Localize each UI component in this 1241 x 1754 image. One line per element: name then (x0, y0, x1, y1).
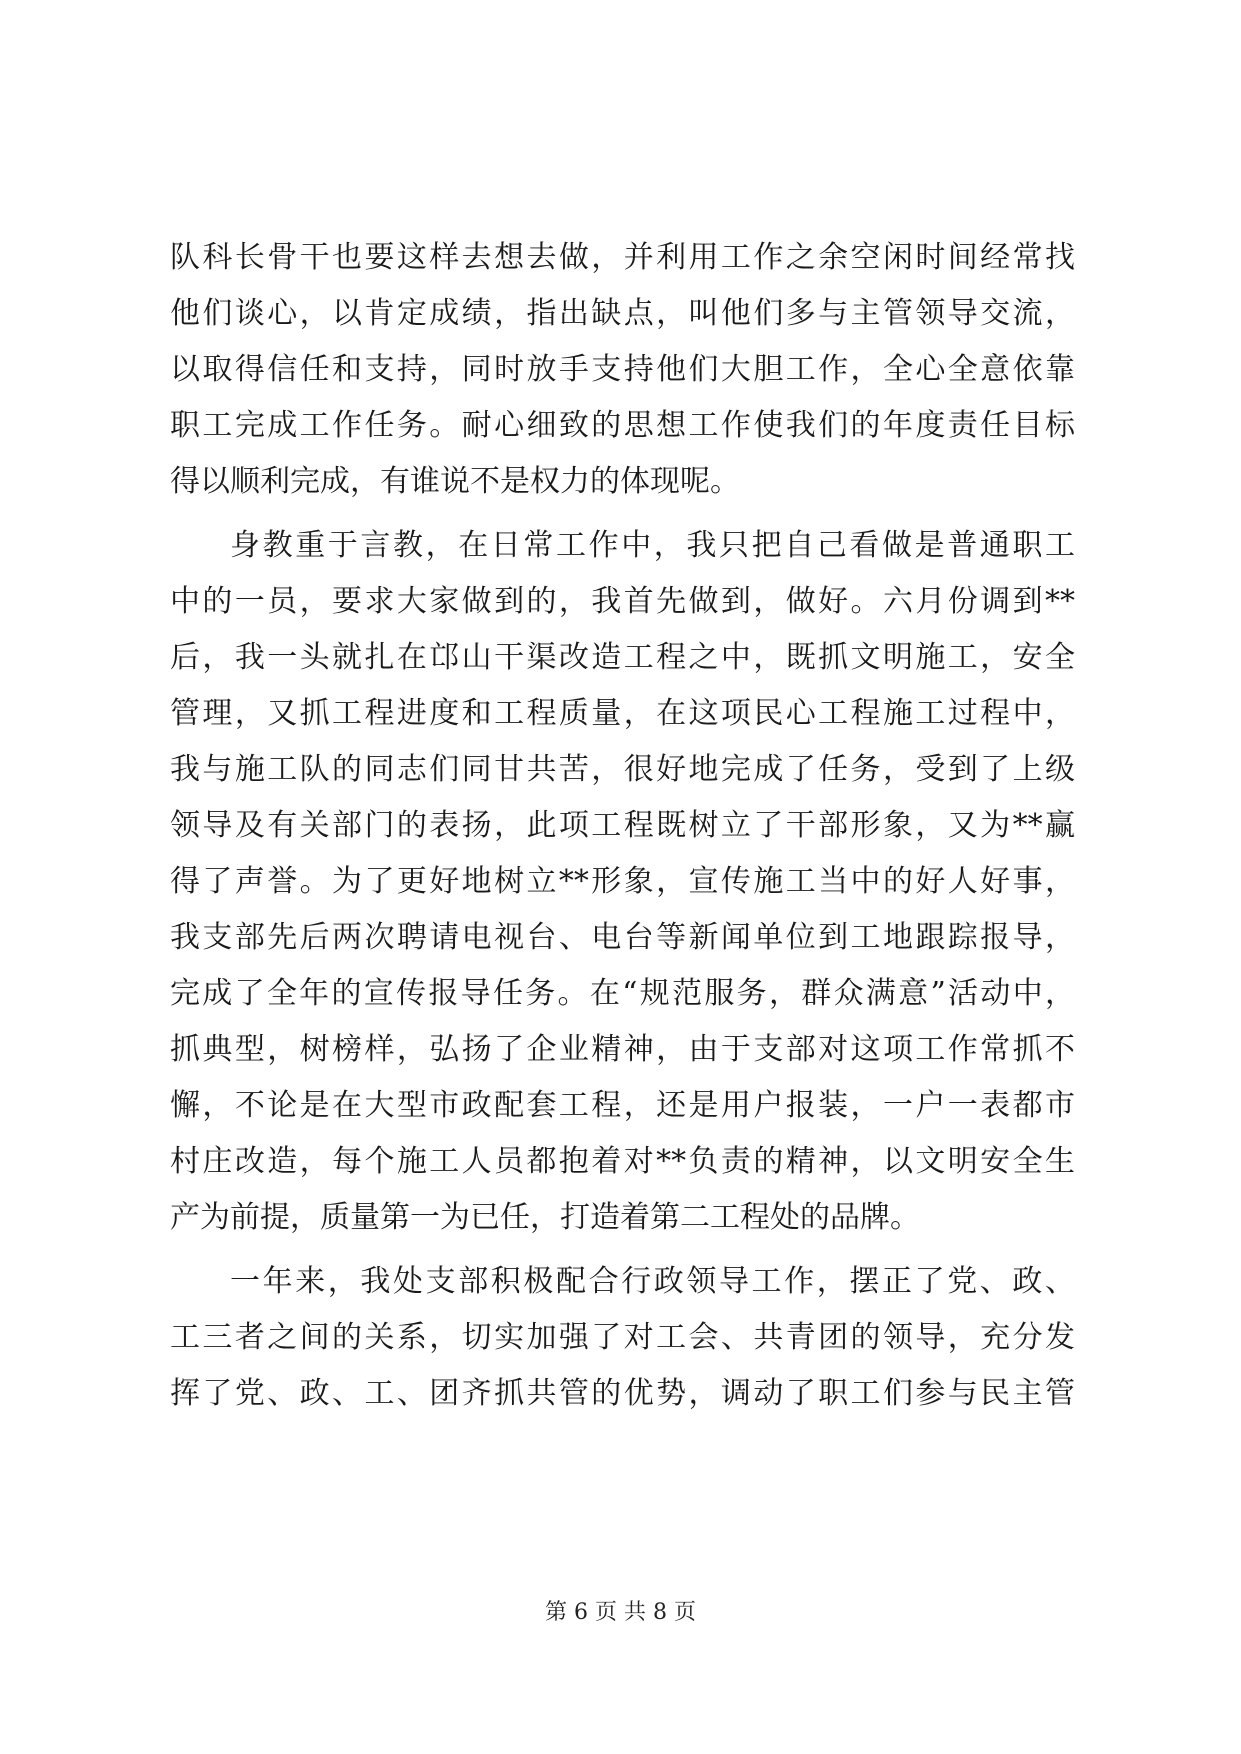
text-line: 完成了全年的宣传报导任务。在“规范服务，群众满意”活动中， (170, 976, 1075, 1011)
paragraph-2 (170, 518, 1075, 1246)
body-text (170, 230, 1075, 1422)
text-line: 以取得信任和支持，同时放手支持他们大胆工作，全心全意依靠 (170, 352, 1075, 387)
text-line: 我与施工队的同志们同甘共苦，很好地完成了任务，受到了上级 (170, 752, 1075, 787)
paragraph-gap (170, 510, 1075, 518)
text-line: 职工完成工作任务。耐心细致的思想工作使我们的年度责任目标 (170, 408, 1075, 443)
text-line: 村庄改造，每个施工人员都抱着对**负责的精神，以文明安全生 (170, 1144, 1075, 1179)
text-line: 他们谈心，以肯定成绩，指出缺点，叫他们多与主管领导交流， (170, 296, 1075, 331)
text-line: 产为前提，质量第一为已任，打造着第二工程处的品牌。 (170, 1200, 920, 1235)
text-line: 得了声誉。为了更好地树立**形象，宣传施工当中的好人好事， (170, 864, 1075, 899)
text-line: 我支部先后两次聘请电视台、电台等新闻单位到工地跟踪报导， (170, 920, 1075, 955)
text-line: 一年来，我处支部积极配合行政领导工作，摆正了党、政、 (230, 1264, 1075, 1299)
page-footer: 第 6 页 共 8 页 (545, 1600, 696, 1625)
text-line: 管理，又抓工程进度和工程质量，在这项民心工程施工过程中， (170, 696, 1075, 731)
text-line: 得以顺利完成，有谁说不是权力的体现呢。 (170, 464, 740, 499)
text-line: 抓典型，树榜样，弘扬了企业精神，由于支部对这项工作常抓不 (170, 1032, 1075, 1067)
text-line: 懈，不论是在大型市政配套工程，还是用户报装，一户一表都市 (170, 1088, 1075, 1123)
text-line: 工三者之间的关系，切实加强了对工会、共青团的领导，充分发 (170, 1320, 1075, 1355)
text-line: 后，我一头就扎在邙山干渠改造工程之中，既抓文明施工，安全 (170, 640, 1075, 675)
text-line: 身教重于言教，在日常工作中，我只把自己看做是普通职工 (230, 528, 1075, 563)
text-line: 领导及有关部门的表扬，此项工程既树立了干部形象，又为**赢 (170, 808, 1075, 843)
paragraph-1 (170, 230, 1075, 510)
text-line: 队科长骨干也要这样去想去做，并利用工作之余空闲时间经常找 (170, 240, 1075, 275)
text-line: 中的一员，要求大家做到的，我首先做到，做好。六月份调到** (170, 584, 1075, 619)
text-line: 挥了党、政、工、团齐抓共管的优势，调动了职工们参与民主管 (170, 1376, 1075, 1411)
paragraph-gap (170, 1246, 1075, 1254)
paragraph-3 (170, 1254, 1075, 1422)
